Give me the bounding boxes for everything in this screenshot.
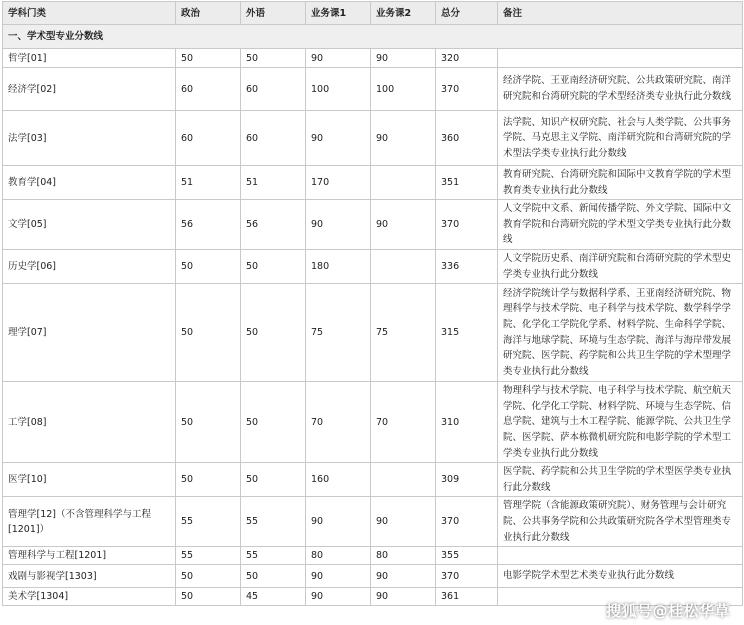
cell-subject: 哲学[01] [3, 49, 176, 68]
header-course1: 业务课1 [306, 2, 371, 25]
cell-language: 45 [241, 588, 306, 606]
cell-remark: 物理科学与技术学院、电子科学与技术学院、航空航天学院、化学化工学院、材料学院、环境与生态学院、信息学院、建筑与土木工程学院、能源学院、公共卫生学院、医学院、萨本栋微机研究院和电影学院的学术型工学类专业执行此分数线 [498, 382, 743, 463]
cell-remark: 管理学院（含能源政策研究院）、财务管理与会计研究院、公共事务学院和公共政策研究院各学术型管理类专业执行此分数线 [498, 497, 743, 547]
table-row [3, 49, 743, 68]
table-row [3, 547, 743, 565]
cell-language: 55 [241, 547, 306, 565]
score-table [2, 1, 743, 606]
table-row [3, 166, 743, 200]
cell-course1: 90 [306, 200, 371, 250]
header-course2: 业务课2 [371, 2, 436, 25]
cell-remark: 法学院、知识产权研究院、社会与人类学院、公共事务学院、马克思主义学院、南洋研究院和台湾研究院的学术型法学类专业执行此分数线 [498, 111, 743, 166]
cell-course1: 80 [306, 547, 371, 565]
table-row [3, 68, 743, 111]
cell-remark: 人文学院历史系、南洋研究院和台湾研究院的学术型史学类专业执行此分数线 [498, 249, 743, 283]
cell-course2: 90 [371, 200, 436, 250]
cell-total: 336 [436, 249, 498, 283]
cell-language: 56 [241, 200, 306, 250]
cell-total: 370 [436, 565, 498, 588]
cell-subject: 历史学[06] [3, 249, 176, 283]
cell-politics: 60 [176, 111, 241, 166]
cell-language: 50 [241, 49, 306, 68]
cell-course1: 180 [306, 249, 371, 283]
cell-politics: 50 [176, 588, 241, 606]
cell-course1: 90 [306, 565, 371, 588]
cell-course2 [371, 463, 436, 497]
cell-subject: 戏剧与影视学[1303] [3, 565, 176, 588]
cell-course1: 90 [306, 497, 371, 547]
cell-course1: 75 [306, 284, 371, 382]
cell-subject: 教育学[04] [3, 166, 176, 200]
cell-subject: 理学[07] [3, 284, 176, 382]
cell-language: 50 [241, 382, 306, 463]
header-politics: 政治 [176, 2, 241, 25]
cell-course2 [371, 249, 436, 283]
cell-language: 50 [241, 463, 306, 497]
cell-subject: 管理学[12]（不含管理科学与工程[1201]） [3, 497, 176, 547]
cell-total: 360 [436, 111, 498, 166]
cell-language: 51 [241, 166, 306, 200]
cell-remark: 医学院、药学院和公共卫生学院的学术型医学类专业执行此分数线 [498, 463, 743, 497]
cell-subject: 文学[05] [3, 200, 176, 250]
cell-total: 355 [436, 547, 498, 565]
cell-politics: 50 [176, 249, 241, 283]
cell-remark: 电影学院学术型艺术类专业执行此分数线 [498, 565, 743, 588]
cell-politics: 55 [176, 547, 241, 565]
cell-language: 60 [241, 111, 306, 166]
cell-total: 310 [436, 382, 498, 463]
cell-course1: 90 [306, 111, 371, 166]
cell-politics: 50 [176, 463, 241, 497]
table-row [3, 200, 743, 250]
cell-course1: 160 [306, 463, 371, 497]
cell-politics: 56 [176, 200, 241, 250]
cell-total: 315 [436, 284, 498, 382]
table-row [3, 497, 743, 547]
header-subject: 学科门类 [3, 2, 176, 25]
cell-remark: 经济学院统计学与数据科学系、王亚南经济研究院、物理科学与技术学院、电子科学与技术学院、数学科学学院、化学化工学院化学系、材料学院、生命科学学院、海洋与地球学院、环境与生态学院、海洋与海岸带发展研究院、医学院、药学院和公共卫生学院的学术型理学类专业执行此分数线 [498, 284, 743, 382]
cell-course2: 90 [371, 111, 436, 166]
cell-remark [498, 49, 743, 68]
table-row [3, 284, 743, 382]
cell-course1: 90 [306, 49, 371, 68]
cell-course1: 70 [306, 382, 371, 463]
table-row [3, 249, 743, 283]
header-total: 总分 [436, 2, 498, 25]
cell-politics: 50 [176, 284, 241, 382]
table-row [3, 111, 743, 166]
cell-remark: 教育研究院、台湾研究院和国际中文教育学院的学术型教育类专业执行此分数线 [498, 166, 743, 200]
cell-subject: 法学[03] [3, 111, 176, 166]
cell-subject: 管理科学与工程[1201] [3, 547, 176, 565]
table-row [3, 382, 743, 463]
cell-course2: 100 [371, 68, 436, 111]
watermark: 搜狐号@桂松华草 [605, 602, 730, 620]
cell-language: 50 [241, 565, 306, 588]
cell-politics: 51 [176, 166, 241, 200]
cell-politics: 60 [176, 68, 241, 111]
table-row [3, 463, 743, 497]
cell-subject: 经济学[02] [3, 68, 176, 111]
cell-course1: 100 [306, 68, 371, 111]
cell-course2: 90 [371, 588, 436, 606]
cell-remark [498, 547, 743, 565]
cell-total: 361 [436, 588, 498, 606]
cell-course2: 70 [371, 382, 436, 463]
cell-language: 50 [241, 249, 306, 283]
cell-total: 309 [436, 463, 498, 497]
cell-subject: 工学[08] [3, 382, 176, 463]
cell-course2: 90 [371, 565, 436, 588]
cell-language: 50 [241, 284, 306, 382]
section-title: 一、学术型专业分数线 [3, 25, 743, 49]
cell-politics: 55 [176, 497, 241, 547]
cell-subject: 医学[10] [3, 463, 176, 497]
cell-total: 351 [436, 166, 498, 200]
cell-remark: 经济学院、王亚南经济研究院、公共政策研究院、南洋研究院和台湾研究院的学术型经济类专业执行此分数线 [498, 68, 743, 111]
cell-language: 60 [241, 68, 306, 111]
cell-politics: 50 [176, 565, 241, 588]
cell-total: 320 [436, 49, 498, 68]
cell-remark: 人文学院中文系、新闻传播学院、外文学院、国际中文教育学院和台湾研究院的学术型文学类专业执行此分数线 [498, 200, 743, 250]
header-remark: 备注 [498, 2, 743, 25]
cell-course2: 90 [371, 49, 436, 68]
cell-politics: 50 [176, 382, 241, 463]
cell-total: 370 [436, 497, 498, 547]
cell-language: 55 [241, 497, 306, 547]
cell-total: 370 [436, 68, 498, 111]
header-row [3, 2, 743, 25]
cell-course2: 80 [371, 547, 436, 565]
cell-politics: 50 [176, 49, 241, 68]
cell-course2 [371, 166, 436, 200]
cell-course2: 90 [371, 497, 436, 547]
header-language: 外语 [241, 2, 306, 25]
table-row [3, 565, 743, 588]
cell-total: 370 [436, 200, 498, 250]
cell-course2: 75 [371, 284, 436, 382]
cell-course1: 170 [306, 166, 371, 200]
section-row [3, 25, 743, 49]
cell-subject: 美术学[1304] [3, 588, 176, 606]
cell-course1: 90 [306, 588, 371, 606]
